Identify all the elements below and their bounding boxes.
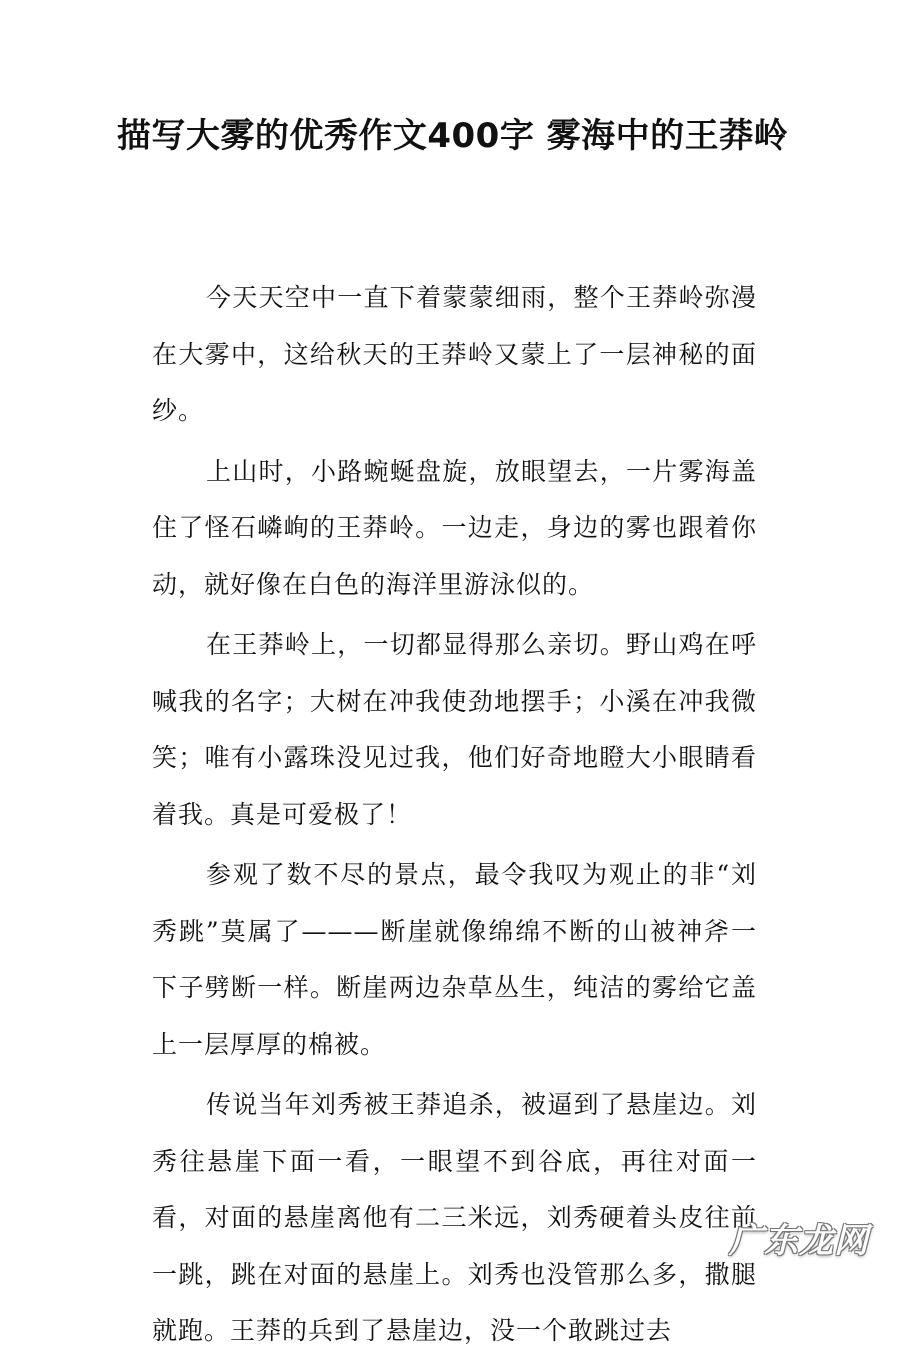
document-title: 描写大雾的优秀作文400字 雾海中的王莽岭 xyxy=(116,116,789,156)
paragraph-2: 上山时，小路蜿蜒盘旋，放眼望去，一片雾海盖住了怪石嶙峋的王莽岭。一边走，身边的雾也跟着你动，就好像在白色的海洋里游泳似的。 xyxy=(152,456,757,599)
paragraph-5: 传说当年刘秀被王莽追杀，被逼到了悬崖边。刘秀往悬崖下面一看，一眼望不到谷底，再往对面一看，对面的悬崖离他有二三米远，刘秀硬着头皮往前一跳，跳在对面的悬崖上。刘秀也没管那么多，撒腿就跑。王莽的兵到了悬崖边，没一个敢跳过去 xyxy=(152,1090,757,1345)
document-body xyxy=(152,270,757,1364)
paragraph-1: 今天天空中一直下着蒙蒙细雨，整个王莽岭弥漫在大雾中，这给秋天的王莽岭又蒙上了一层神秘的面纱。 xyxy=(152,283,757,425)
paragraph-4: 参观了数不尽的景点，最令我叹为观止的非“刘秀跳”莫属了———断崖就像绵绵不断的山被神斧一下子劈断一样。断崖两边杂草丛生，纯洁的雾给它盖上一层厚厚的棉被。 xyxy=(152,860,757,1059)
paragraph-3: 在王莽岭上，一切都显得那么亲切。野山鸡在呼喊我的名字；大树在冲我使劲地摆手；小溪在冲我微笑；唯有小露珠没见过我，他们好奇地瞪大小眼睛看着我。真是可爱极了！ xyxy=(152,630,757,829)
watermark-logo: 广东龙网 xyxy=(729,1221,869,1261)
